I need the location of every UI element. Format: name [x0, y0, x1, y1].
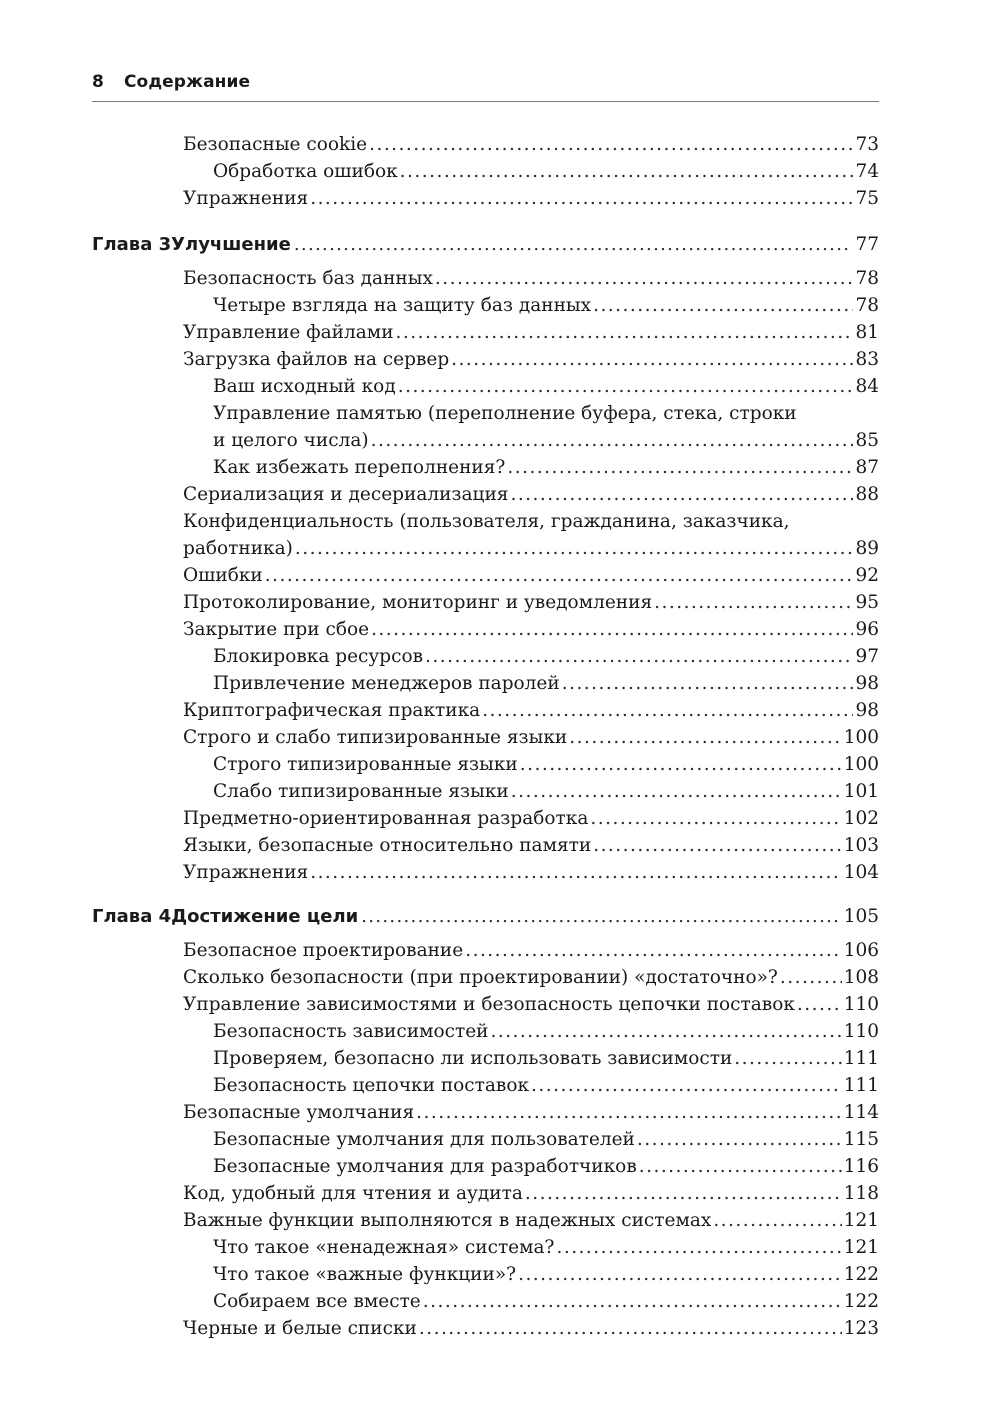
toc-entry-title: Четыре взгляда на защиту баз данных [213, 295, 592, 316]
toc-entry[interactable] [183, 832, 879, 859]
toc-entry-title: Предметно-ориентированная разработка [183, 808, 589, 829]
toc-entry[interactable] [183, 937, 879, 964]
chapter-title: Улучшение [171, 234, 291, 255]
toc-entry-page: 110 [843, 1021, 879, 1042]
toc-entry-title: Собираем все вместе [213, 1291, 421, 1312]
toc-entry[interactable] [183, 697, 879, 724]
dot-leader [265, 562, 854, 589]
toc-entry[interactable] [213, 1126, 879, 1153]
dot-leader [425, 643, 853, 670]
dot-leader [593, 292, 853, 319]
dot-leader [713, 1207, 841, 1234]
dot-leader [637, 1126, 842, 1153]
dot-leader [294, 230, 853, 260]
toc-entry-title-line1[interactable]: Управление памятью (переполнение буфера, стека, строки [213, 403, 797, 424]
header-rule [92, 101, 879, 102]
dot-leader [780, 964, 842, 991]
toc-entry[interactable] [213, 373, 879, 400]
dot-leader [518, 1261, 842, 1288]
toc-entry-page: 74 [855, 161, 879, 182]
chapter-heading[interactable] [92, 230, 879, 260]
toc-entry-page: 106 [843, 940, 879, 961]
toc-entry-page: 98 [855, 673, 879, 694]
toc-entry-page: 114 [843, 1102, 879, 1123]
toc-entry-page: 122 [843, 1291, 879, 1312]
dot-leader [562, 670, 854, 697]
toc-entry[interactable] [183, 991, 879, 1018]
toc-entry-title: Что такое «важные функции»? [213, 1264, 517, 1285]
toc-entry-title: Упражнения [183, 188, 309, 209]
chapter-heading[interactable] [92, 902, 879, 932]
toc-entry-title: Строго и слабо типизированные языки [183, 727, 568, 748]
dot-leader [400, 158, 854, 185]
dot-leader [654, 589, 853, 616]
toc-entry-page: 123 [843, 1318, 879, 1339]
toc-entry-page: 88 [855, 484, 879, 505]
toc-entry-title: Криптографическая практика [183, 700, 481, 721]
toc-entry-page: 115 [843, 1129, 879, 1150]
toc-entry[interactable] [213, 427, 879, 454]
toc-entry[interactable] [183, 964, 879, 991]
toc-entry-title: Безопасные умолчания [183, 1102, 415, 1123]
toc-entry[interactable] [183, 805, 879, 832]
toc-entry-page: 103 [843, 835, 879, 856]
toc-entry[interactable] [213, 1045, 879, 1072]
dot-leader [556, 1234, 841, 1261]
chapter-page: 77 [855, 234, 879, 255]
toc-entry[interactable] [183, 1099, 879, 1126]
toc-entry-title: работника) [183, 538, 293, 559]
toc-entry-page: 110 [843, 994, 879, 1015]
toc-entry-title: Упражнения [183, 862, 309, 883]
toc-entry-title: Безопасные cookie [183, 134, 368, 155]
toc-entry[interactable] [183, 616, 879, 643]
toc-entry-page: 98 [855, 700, 879, 721]
toc-entry-page: 100 [843, 727, 879, 748]
dot-leader [639, 1153, 842, 1180]
toc-entry-title: Безопасные умолчания для разработчиков [213, 1156, 637, 1177]
toc-entry[interactable] [183, 535, 879, 562]
toc-entry-title: Как избежать переполнения? [213, 457, 506, 478]
toc-entry-title: Загрузка файлов на сервер [183, 349, 450, 370]
toc-entry[interactable] [213, 643, 879, 670]
toc-entry-page: 100 [843, 754, 879, 775]
toc-entry[interactable] [213, 778, 879, 805]
toc-entry-title: Строго типизированные языки [213, 754, 518, 775]
header-title: Содержание [123, 72, 251, 92]
dot-leader [520, 751, 842, 778]
toc-entry-page: 122 [843, 1264, 879, 1285]
toc-entry-page: 111 [843, 1075, 879, 1096]
dot-leader [419, 1315, 842, 1342]
toc-entry[interactable] [213, 751, 879, 778]
dot-leader [482, 697, 853, 724]
dot-leader [525, 1180, 842, 1207]
toc-entry[interactable] [183, 562, 879, 589]
dot-leader [507, 454, 853, 481]
toc-entry-title: Управление файлами [183, 322, 394, 343]
toc-entry-page: 85 [855, 430, 879, 451]
dot-leader [590, 805, 841, 832]
dot-leader [569, 724, 841, 751]
toc-entry[interactable] [183, 1315, 879, 1342]
toc-entry-title: Безопасное проектирование [183, 940, 464, 961]
toc-entry[interactable] [183, 724, 879, 751]
dot-leader [310, 859, 841, 886]
dot-leader [465, 937, 841, 964]
toc-entry-title: Ваш исходный код [213, 376, 396, 397]
dot-leader [531, 1072, 842, 1099]
toc-entry-title: Проверяем, безопасно ли использовать зависимости [213, 1048, 733, 1069]
toc-entry-title: Важные функции выполняются в надежных системах [183, 1210, 712, 1231]
toc-entry[interactable] [183, 131, 879, 158]
toc-entry-title: и целого числа) [213, 430, 369, 451]
dot-leader [435, 265, 854, 292]
toc-entry[interactable] [183, 589, 879, 616]
toc-entry[interactable] [183, 1207, 879, 1234]
toc-entry[interactable] [213, 1234, 879, 1261]
toc-entry-title: Код, удобный для чтения и аудита [183, 1183, 523, 1204]
toc-entry-title: Черные и белые списки [183, 1318, 417, 1339]
toc-entry-page: 81 [855, 322, 879, 343]
dot-leader [398, 373, 854, 400]
toc-entry-title: Безопасность баз данных [183, 268, 433, 289]
running-header [92, 72, 878, 98]
toc-entry[interactable] [183, 481, 879, 508]
toc-entry-title: Блокировка ресурсов [213, 646, 424, 667]
toc-entry-page: 96 [855, 619, 879, 640]
toc-entry[interactable] [213, 158, 879, 185]
toc-entry-title: Привлечение менеджеров паролей [213, 673, 560, 694]
toc-entry-page: 102 [843, 808, 879, 829]
toc-entry-page: 83 [855, 349, 879, 370]
toc-entry[interactable] [183, 265, 879, 292]
toc-entry-page: 108 [843, 967, 879, 988]
dot-leader [416, 1099, 842, 1126]
toc-entry[interactable] [213, 1288, 879, 1315]
toc-entry-title: Что такое «ненадежная» система? [213, 1237, 555, 1258]
toc-entry[interactable] [213, 292, 879, 319]
toc-entry-page: 92 [855, 565, 879, 586]
page-number: 8 [92, 72, 104, 92]
toc-entry-page: 84 [855, 376, 879, 397]
dot-leader [511, 778, 842, 805]
chapter-label: Глава 3 [92, 234, 172, 255]
dot-leader [369, 131, 853, 158]
toc-entry-page: 121 [843, 1237, 879, 1258]
toc-entry-page: 104 [843, 862, 879, 883]
dot-leader [396, 319, 854, 346]
toc-entry-title: Протоколирование, мониторинг и уведомления [183, 592, 653, 613]
toc-entry[interactable] [183, 185, 879, 212]
toc-entry-title: Безопасные умолчания для пользователей [213, 1129, 635, 1150]
dot-leader [797, 991, 842, 1018]
dot-leader [510, 481, 853, 508]
toc-entry[interactable] [213, 1153, 879, 1180]
toc-entry-page: 101 [843, 781, 879, 802]
toc-entry-title-line1[interactable]: Конфиденциальность (пользователя, гражданина, заказчика, [183, 511, 790, 532]
toc-entry-page: 97 [855, 646, 879, 667]
toc-entry-page: 78 [855, 295, 879, 316]
dot-leader [593, 832, 841, 859]
toc-entry-page: 87 [855, 457, 879, 478]
toc-entry[interactable] [183, 346, 879, 373]
toc-entry[interactable] [183, 319, 879, 346]
toc-entry-page: 116 [843, 1156, 879, 1177]
chapter-title: Достижение цели [171, 906, 359, 927]
toc-entry-page: 89 [855, 538, 879, 559]
toc-entry-page: 118 [843, 1183, 879, 1204]
toc-entry-title: Сериализация и десериализация [183, 484, 509, 505]
dot-leader [371, 427, 854, 454]
toc-entry[interactable] [213, 1261, 879, 1288]
toc-entry-title: Слабо типизированные языки [213, 781, 509, 802]
dot-leader [295, 535, 854, 562]
chapter-label: Глава 4 [92, 906, 172, 927]
chapter-page: 105 [843, 906, 879, 927]
dot-leader [361, 902, 840, 932]
toc-entry-page: 73 [855, 134, 879, 155]
toc-entry-title: Сколько безопасности (при проектировании) «достаточно»? [183, 967, 778, 988]
toc-entry-title: Управление зависимостями и безопасность цепочки поставок [183, 994, 795, 1015]
toc-entry-title: Безопасность зависимостей [213, 1021, 489, 1042]
toc-entry[interactable] [213, 670, 879, 697]
dot-leader [451, 346, 853, 373]
toc-entry-page: 75 [855, 188, 879, 209]
toc-entry[interactable] [183, 859, 879, 886]
toc-entry-page: 95 [855, 592, 879, 613]
dot-leader [734, 1045, 841, 1072]
toc-entry-title: Закрытие при сбое [183, 619, 370, 640]
toc-entry-title: Ошибки [183, 565, 263, 586]
toc-entry[interactable] [213, 454, 879, 481]
dot-leader [371, 616, 853, 643]
toc-entry-page: 121 [843, 1210, 879, 1231]
toc-entry-title: Безопасность цепочки поставок [213, 1075, 530, 1096]
toc-entry-title: Языки, безопасные относительно памяти [183, 835, 592, 856]
toc-entry-page: 78 [855, 268, 879, 289]
toc-entry[interactable] [213, 1018, 879, 1045]
dot-leader [423, 1288, 842, 1315]
dot-leader [310, 185, 853, 212]
toc-entry-title: Обработка ошибок [213, 161, 398, 182]
dot-leader [490, 1018, 841, 1045]
toc-entry-page: 111 [843, 1048, 879, 1069]
toc-entry[interactable] [213, 1072, 879, 1099]
toc-entry[interactable] [183, 1180, 879, 1207]
